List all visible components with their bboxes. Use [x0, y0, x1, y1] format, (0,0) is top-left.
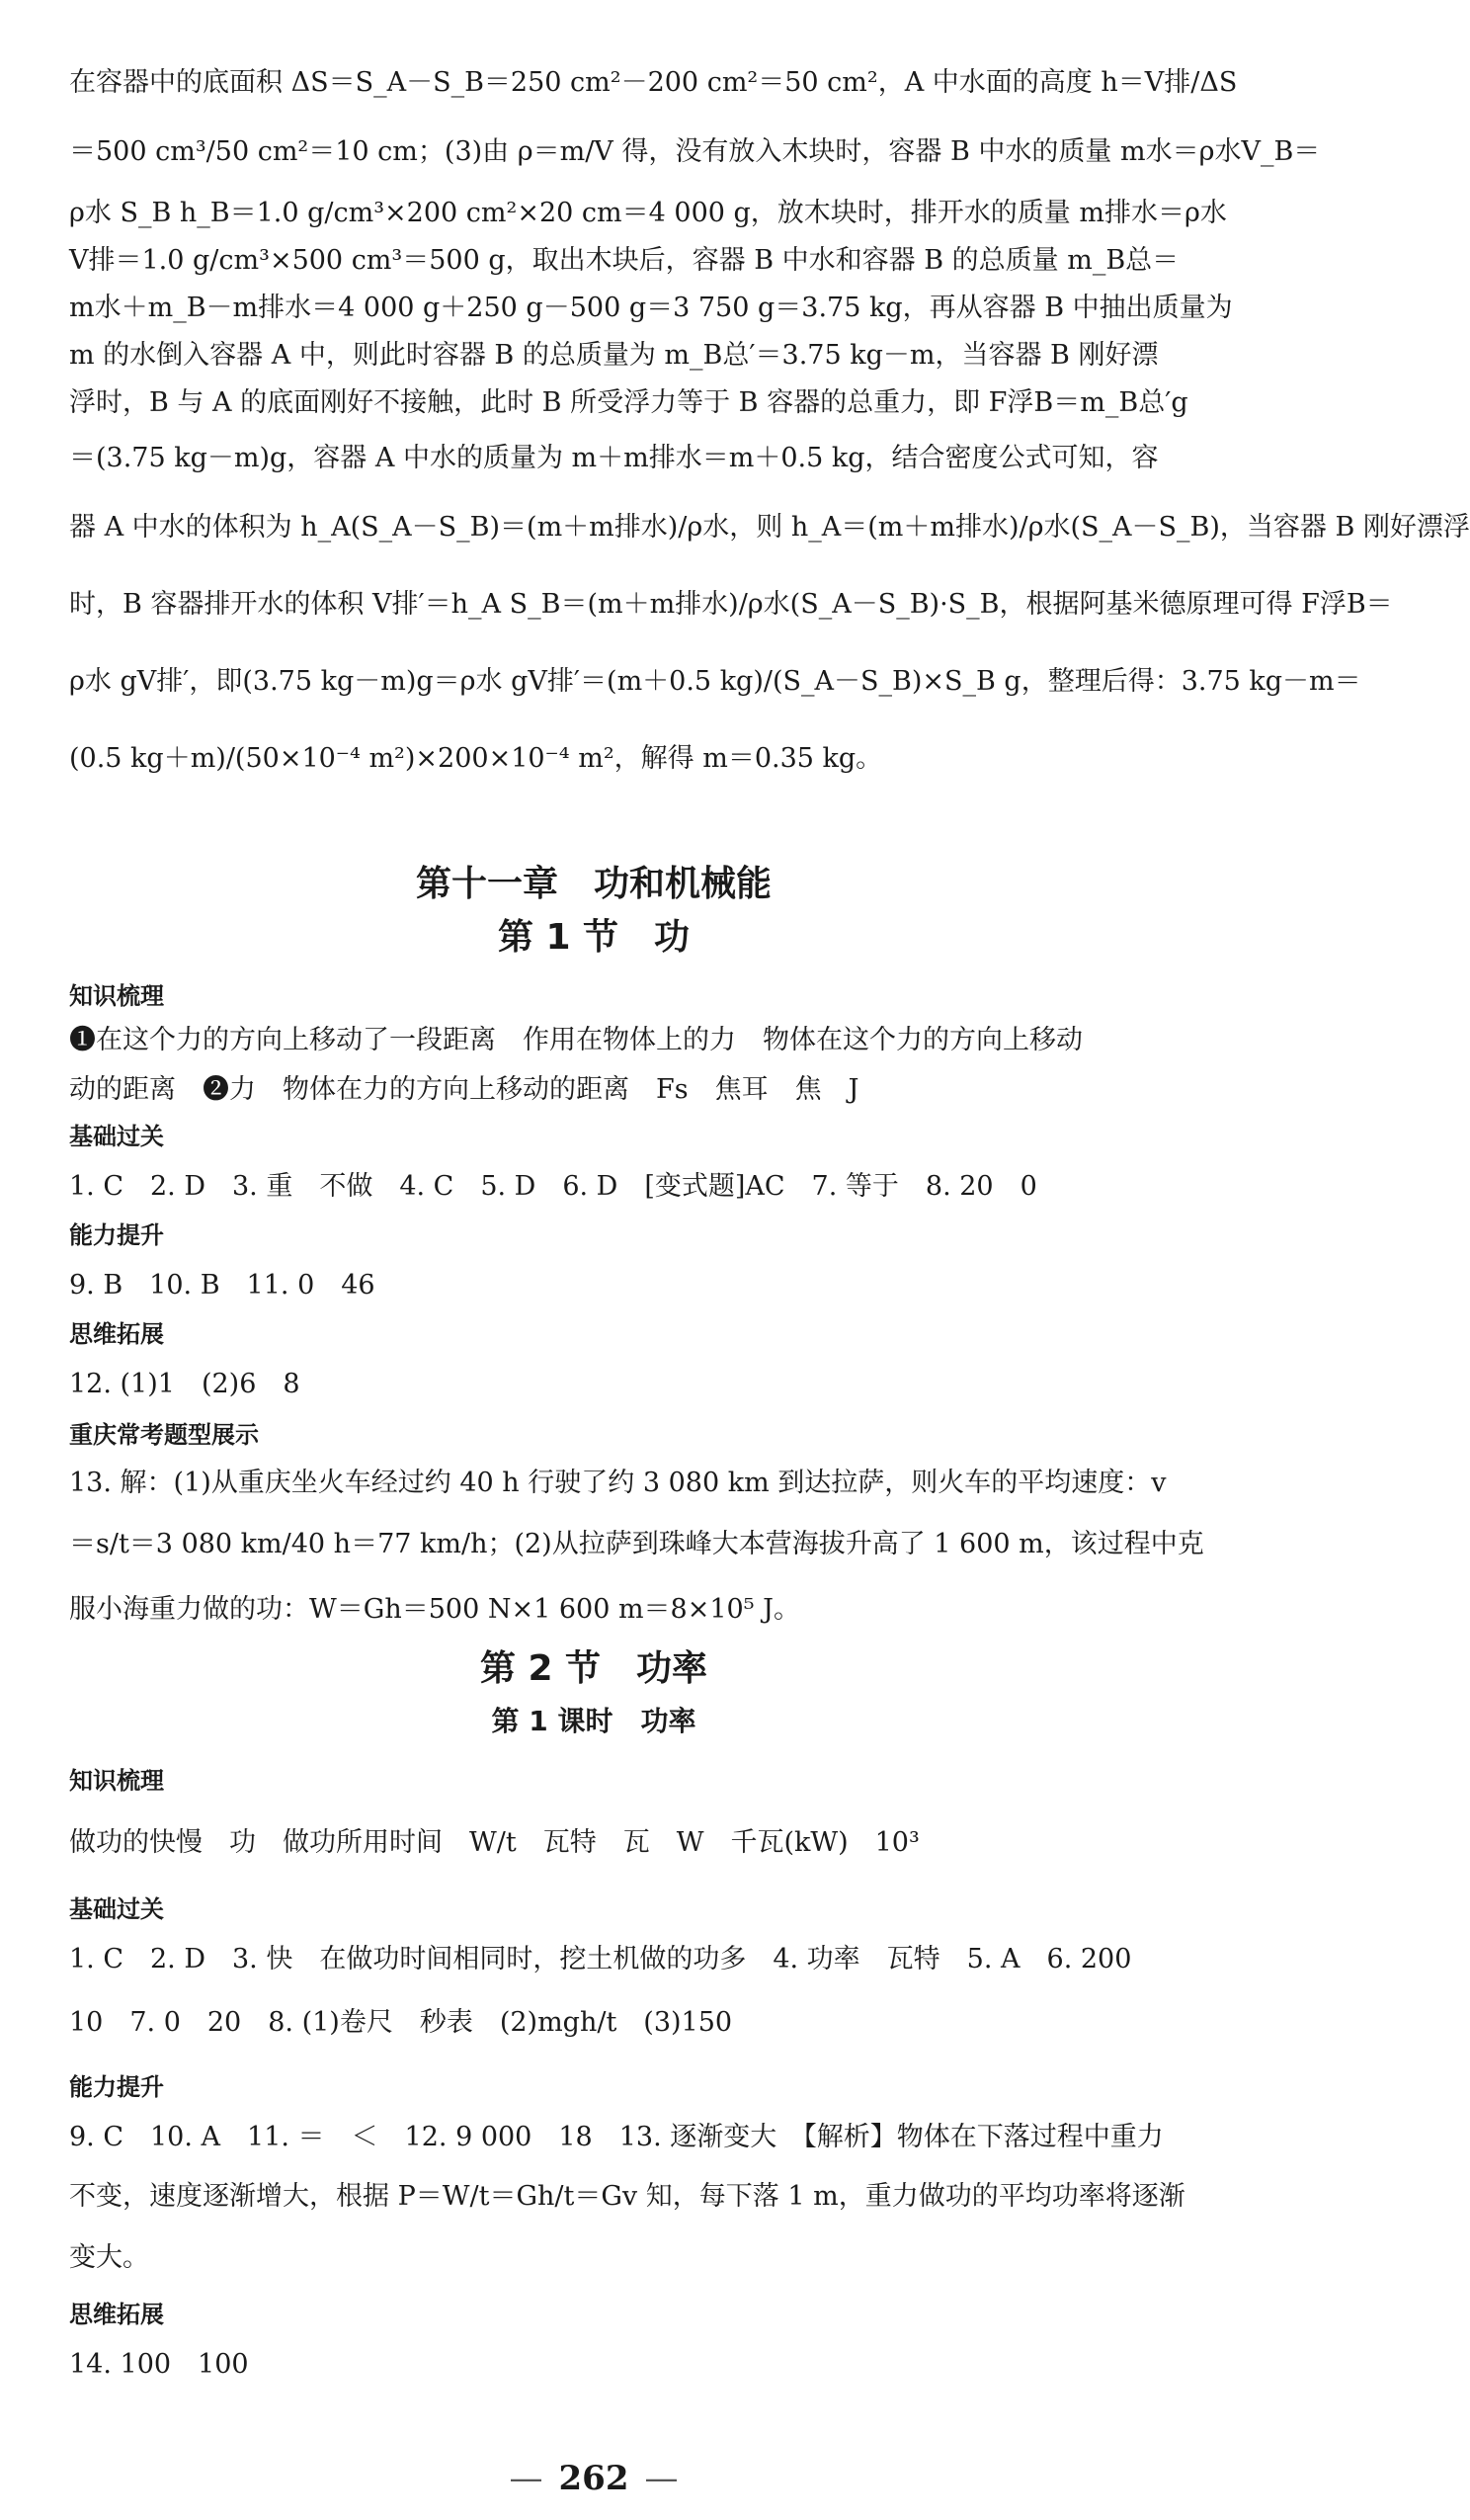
text-line: ＝(3.75 kg－m)g，容器 A 中水的质量为 m＋m排水＝m＋0.5 kg，结合密度公式可知，容: [69, 443, 1159, 473]
thinking-answers: 14. 100 100: [69, 2349, 249, 2380]
basic-check-label: 基础过关: [69, 1123, 164, 1150]
knowledge-review-line: 动的距离 ❷力 物体在力的方向上移动的距离 Fs 焦耳 焦 J: [69, 1074, 859, 1105]
text-line: ＝500 cm³/50 cm²＝10 cm；(3)由 ρ＝m/V 得，没有放入木块时，容器 B 中水的质量 m水＝ρ水V_B＝: [69, 136, 1321, 167]
text-line: 时，B 容器排开水的体积 V排′＝h_A S_B＝(m＋m排水)/ρ水(S_A－S_B)·S_B，根据阿基米德原理可得 F浮B＝: [69, 589, 1393, 620]
exam-answer-line: 服小海重力做的功：W＝Gh＝500 N×1 600 m＝8×10⁵ J。: [69, 1594, 800, 1625]
basic-check-answers: 10 7. 0 20 8. (1)卷尺 秒表 (2)mgh/t (3)150: [69, 2007, 733, 2038]
lesson-title: 第 1 课时 功率: [491, 1705, 696, 1737]
basic-check-answers: 1. C 2. D 3. 重 不做 4. C 5. D 6. D [变式题]AC 7. 等于 8. 20 0: [69, 1171, 1037, 1202]
section-title: 第 2 节 功率: [479, 1648, 708, 1689]
text-line: (0.5 kg＋m)/(50×10⁻⁴ m²)×200×10⁻⁴ m²，解得 m＝0.35 kg。: [69, 743, 883, 774]
chapter-title: 第十一章 功和机械能: [415, 864, 772, 904]
text-line: 浮时，B 与 A 的底面刚好不接触，此时 B 所受浮力等于 B 容器的总重力，即 F浮B＝m_B总′g: [69, 387, 1188, 418]
chongqing-exam-label: 重庆常考题型展示: [69, 1421, 259, 1449]
thinking-label: 思维拓展: [69, 2301, 164, 2328]
knowledge-review-label: 知识梳理: [69, 982, 164, 1010]
ability-answers: 9. C 10. A 11. ＝ ＜ 12. 9 000 18 13. 逐渐变大 【解析】物体在下落过程中重力: [69, 2122, 1164, 2152]
ability-answers: 不变，速度逐渐增大，根据 P＝W/t＝Gh/t＝Gv 知，每下落 1 m，重力做功的平均功率将逐渐: [69, 2181, 1185, 2212]
thinking-answers: 12. (1)1 (2)6 8: [69, 1369, 300, 1399]
exam-answer-line: 13. 解：(1)从重庆坐火车经过约 40 h 行驶了约 3 080 km 到达拉萨，则火车的平均速度：v: [69, 1468, 1167, 1498]
knowledge-review-line: ❶在这个力的方向上移动了一段距离 作用在物体上的力 物体在这个力的方向上移动: [69, 1025, 1083, 1055]
knowledge-review-line: 做功的快慢 功 做功所用时间 W/t 瓦特 瓦 W 千瓦(kW) 10³: [69, 1827, 920, 1858]
exam-answer-line: ＝s/t＝3 080 km/40 h＝77 km/h；(2)从拉萨到珠峰大本营海拔升高了 1 600 m，该过程中克: [69, 1529, 1204, 1559]
text-line: ρ水 S_B h_B＝1.0 g/cm³×200 cm²×20 cm＝4 000 g，放木块时，排开水的质量 m排水＝ρ水: [69, 198, 1227, 228]
solution-continuation: [69, 59, 1470, 783]
basic-check-answers: 1. C 2. D 3. 快 在做功时间相同时，挖土机做的功多 4. 功率 瓦特 5. A 6. 200: [69, 1944, 1132, 1974]
ability-answers: 9. B 10. B 11. 0 46: [69, 1270, 375, 1301]
text-line: m水＋m_B－m排水＝4 000 g＋250 g－500 g＝3 750 g＝3.75 kg，再从容器 B 中抽出质量为: [69, 293, 1233, 323]
ability-answers: 变大。: [69, 2242, 149, 2273]
text-line: V排＝1.0 g/cm³×500 cm³＝500 g，取出木块后，容器 B 中水和容器 B 的总质量 m_B总＝: [69, 245, 1180, 276]
text-line: ρ水 gV排′，即(3.75 kg－m)g＝ρ水 gV排′＝(m＋0.5 kg)/(S_A－S_B)×S_B g，整理后得：3.75 kg－m＝: [69, 666, 1361, 697]
ability-label: 能力提升: [69, 2073, 164, 2101]
ability-label: 能力提升: [69, 1221, 164, 1249]
text-line: m 的水倒入容器 A 中，则此时容器 B 的总质量为 m_B总′＝3.75 kg－m，当容器 B 刚好漂: [69, 340, 1159, 371]
section-title: 第 1 节 功: [497, 917, 691, 958]
thinking-label: 思维拓展: [69, 1320, 164, 1348]
knowledge-review-label: 知识梳理: [69, 1767, 164, 1795]
text-line: 器 A 中水的体积为 h_A(S_A－S_B)＝(m＋m排水)/ρ水，则 h_A＝(m＋m排水)/ρ水(S_A－S_B)，当容器 B 刚好漂浮: [69, 512, 1470, 543]
page-number: — 262 —: [0, 2459, 1187, 2498]
text-line: 在容器中的底面积 ΔS＝S_A－S_B＝250 cm²－200 cm²＝50 cm²，A 中水面的高度 h＝V排/ΔS: [69, 67, 1238, 98]
basic-check-label: 基础过关: [69, 1895, 164, 1923]
